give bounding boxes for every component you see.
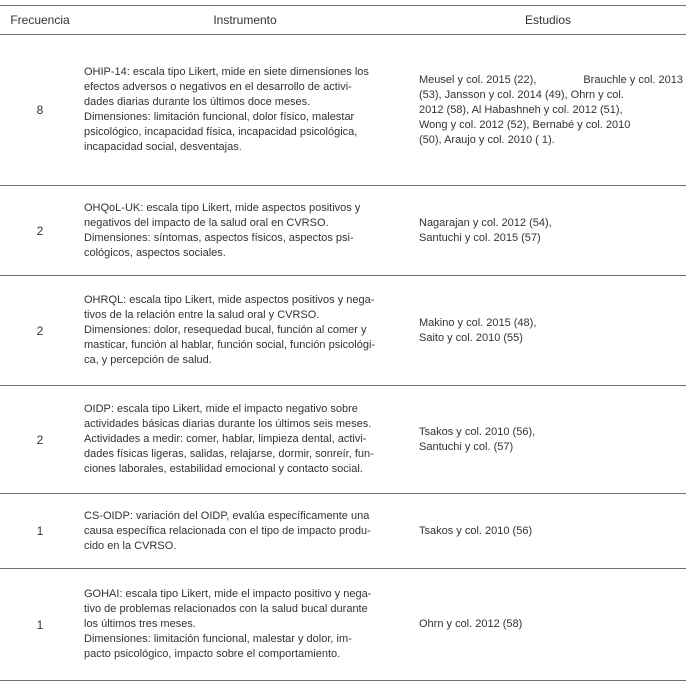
instrument-line: actividades básicas diarias durante los últimos seis meses. — [84, 418, 372, 430]
studies-line — [419, 88, 683, 103]
study-citation: Tsakos y col. 2010 (56) — [419, 524, 533, 537]
studies-line — [419, 133, 683, 148]
study-citation: Makino y col. 2015 (48), — [419, 316, 537, 329]
instrument-line: masticar, función al hablar, función social, función psicológi- — [84, 339, 376, 351]
table-row — [0, 186, 686, 276]
instrument-line: dades diarias durante los últimos doce meses. — [84, 96, 311, 108]
instrument-line: GOHAI: escala tipo Likert, mide el impacto positivo y nega- — [84, 588, 372, 600]
table-row — [0, 569, 686, 681]
instrument-line: cido en la CVRSO. — [84, 539, 177, 552]
instrument-line: pacto psicológico, impacto sobre el comportamiento. — [84, 648, 341, 660]
instrument-line: los últimos tres meses. — [84, 618, 196, 630]
studies-cell — [419, 569, 683, 680]
instrument-line: ciones laborales, estabilidad emocional y contacto social. — [84, 463, 363, 475]
instrument-line: tivo de problemas relacionados con la salud bucal durante — [84, 603, 368, 615]
studies-line — [419, 103, 683, 118]
instrument-cell — [84, 569, 410, 680]
studies-line — [419, 316, 683, 331]
table-row — [0, 276, 686, 386]
instrument-line: Dimensiones: limitación funcional, dolor físico, malestar — [84, 111, 355, 123]
study-citation: Saito y col. 2010 (55) — [419, 331, 523, 344]
instrument-cell — [84, 186, 410, 275]
instrument-line: CS-OIDP: variación del OIDP, evalúa específicamente una — [84, 509, 370, 522]
study-citation: Wong y col. 2012 (52), Bernabé y col. 2010 — [419, 118, 631, 131]
studies-line — [419, 231, 683, 246]
frequency-cell: 2 — [36, 432, 44, 447]
table-header — [0, 6, 686, 35]
instrument-line: cológicos, aspectos sociales. — [84, 246, 226, 259]
study-citation: Nagarajan y col. 2012 (54), — [419, 216, 552, 229]
instrument-line: Actividades a medir: comer, hablar, limpieza dental, activi- — [84, 433, 367, 445]
study-citation: (53), Jansson y col. 2014 (49), Ohrn y col. — [419, 88, 624, 101]
study-citation: Meusel y col. 2015 (22), — [419, 73, 537, 86]
study-citation: Tsakos y col. 2010 (56), — [419, 425, 536, 438]
study-citation: Santuchi y col. (57) — [419, 440, 514, 453]
study-citation: Brauchle y col. 2013 — [583, 73, 683, 86]
frequency-cell: 8 — [36, 103, 44, 117]
studies-cell — [419, 276, 683, 385]
instrument-line: incapacidad social, desventajas. — [84, 141, 242, 153]
studies-line — [419, 216, 683, 231]
instrument-line: tivos de la relación entre la salud oral y CVRSO. — [84, 309, 320, 321]
instrument-line: OHRQL: escala tipo Likert, mide aspectos positivos y nega- — [84, 294, 375, 306]
table-row — [0, 386, 686, 494]
table-row — [0, 494, 686, 569]
studies-table — [0, 5, 686, 681]
frequency-cell: 2 — [36, 223, 44, 238]
instrument-line: ca, y percepción de salud. — [84, 354, 212, 366]
studies-line — [419, 440, 683, 455]
studies-cell — [419, 494, 683, 568]
header-instrument: Instrumento — [213, 13, 277, 27]
instrument-cell — [84, 35, 410, 185]
studies-line — [419, 118, 683, 133]
instrument-cell — [84, 386, 410, 493]
frequency-cell: 2 — [36, 323, 44, 338]
table-row — [0, 35, 686, 186]
table-body — [0, 35, 686, 681]
studies-line — [419, 73, 683, 88]
studies-line — [419, 425, 683, 440]
instrument-line: Dimensiones: síntomas, aspectos físicos, aspectos psi- — [84, 231, 354, 244]
studies-cell — [419, 386, 683, 493]
study-citation: 2012 (58), Al Habashneh y col. 2012 (51), — [419, 103, 623, 116]
studies-cell — [419, 186, 683, 275]
studies-cell — [419, 35, 683, 185]
study-citation: Ohrn y col. 2012 (58) — [419, 618, 523, 630]
studies-line — [419, 617, 683, 632]
instrument-line: dades físicas ligeras, salidas, relajarse, dormir, sonreír, fun- — [84, 448, 374, 460]
header-frequency: Frecuencia — [10, 13, 70, 27]
instrument-line: OHQoL-UK: escala tipo Likert, mide aspectos positivos y — [84, 201, 361, 214]
header-studies: Estudios — [524, 13, 572, 27]
instrument-line: negativos del impacto de la salud oral en CVRSO. — [84, 216, 329, 229]
instrument-line: psicológico, incapacidad física, incapacidad psicológica, — [84, 126, 358, 138]
instrument-line: OHIP-14: escala tipo Likert, mide en siete dimensiones los — [84, 66, 369, 78]
study-citation: Santuchi y col. 2015 (57) — [419, 231, 541, 244]
instrument-line: Dimensiones: dolor, resequedad bucal, función al comer y — [84, 324, 367, 336]
instrument-cell — [84, 276, 410, 385]
studies-line — [419, 524, 683, 539]
studies-line — [419, 331, 683, 346]
instrument-cell — [84, 494, 410, 568]
instrument-line: OIDP: escala tipo Likert, mide el impacto negativo sobre — [84, 403, 358, 415]
instrument-line: Dimensiones: limitación funcional, malestar y dolor, im- — [84, 633, 352, 645]
instrument-line: efectos adversos o negativos en el desarrollo de activi- — [84, 81, 352, 93]
instrument-line: causa específica relacionada con el tipo de impacto produ- — [84, 524, 371, 537]
frequency-cell: 1 — [36, 617, 44, 632]
study-citation: (50), Araujo y col. 2010 ( 1). — [419, 133, 555, 146]
frequency-cell: 1 — [36, 524, 44, 538]
